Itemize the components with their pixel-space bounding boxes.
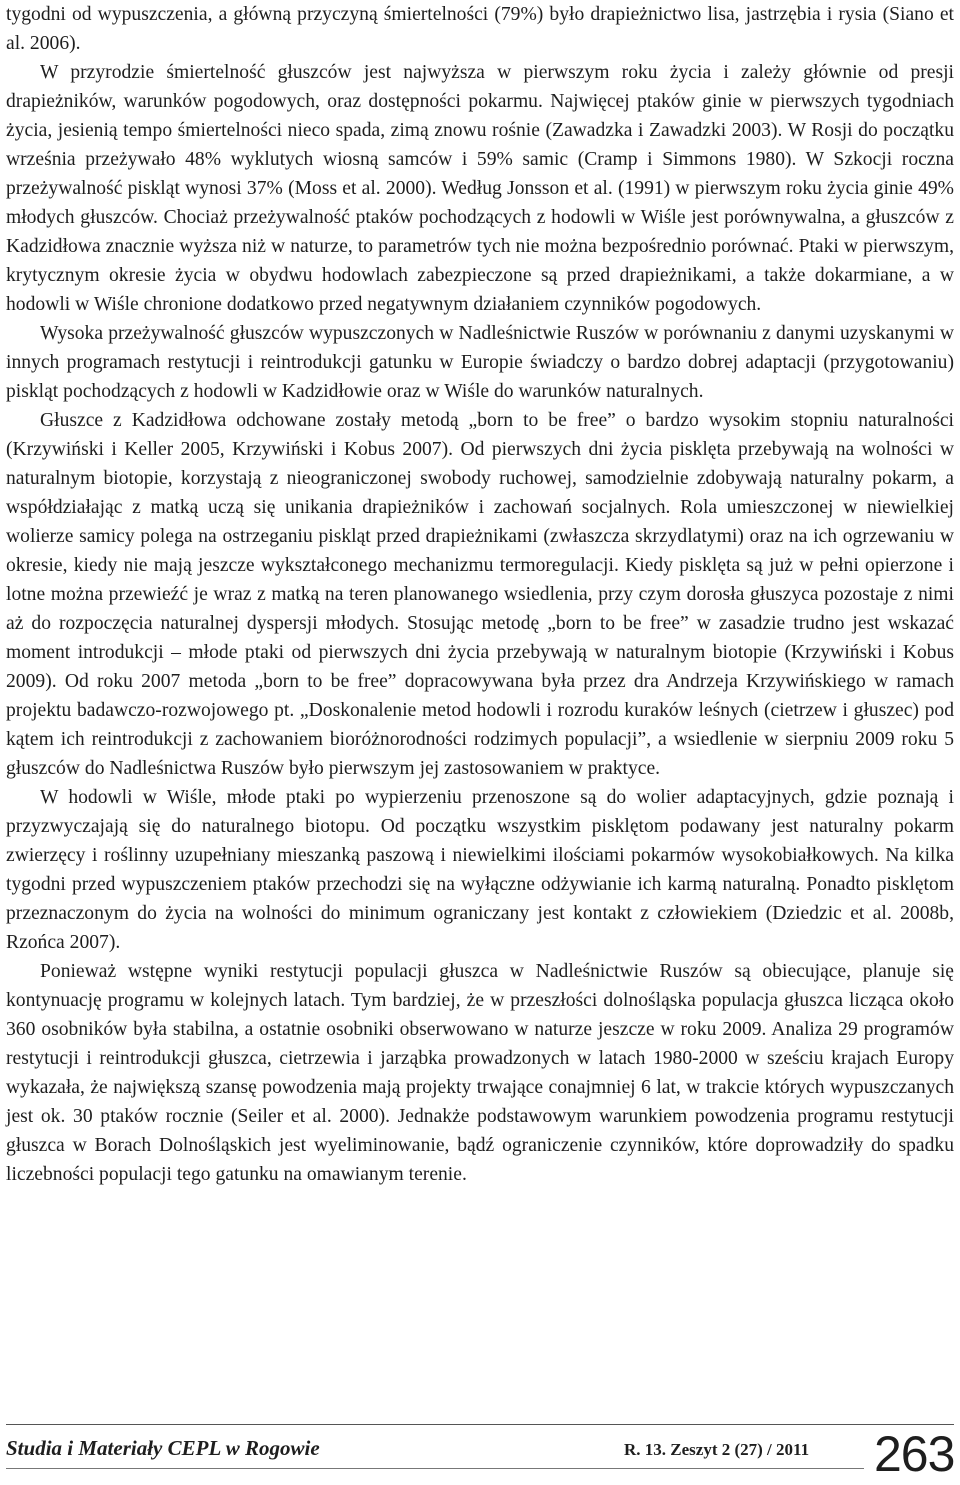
journal-title: Studia i Materiały CEPL w Rogowie	[6, 1436, 320, 1460]
paragraph-mortality: W przyrodzie śmiertelność głuszców jest najwyższa w pierwszym roku życia i zależy głównie od presji drapieżników, warunków pogodowych, oraz dostępności pokarmu. Najwięcej ptaków ginie w pierwszych tygodniach życia, jesienią tempo śmiertelności nieco spada, zimą znowu rośnie (Zawadzka i Zawadzki 2003). W Rosji do początku września przeżywało 48% wyklutych wiosną samców i 59% samic (Cramp i Simmons 1980). W Szkocji roczna przeżywalność piskląt wynosi 37% (Moss et al. 2000). Według Jonsson et al. (1991) w pierwszym roku życia ginie 49% młodych głuszców. Chociaż przeżywalność ptaków pochodzących z hodowli w Wiśle jest porównywalna, a głuszców z Kadzidłowa znacznie wyższa niż w naturze, to parametrów tych nie można bezpośrednio porównać. Ptaki w pierwszym, krytycznym okresie życia w obydwu hodowlach zabezpieczone są przed drapieżnikami, a także dokarmiane, a w hodowli w Wiśle chronione dodatkowo przed negatywnym działaniem czynników pogodowych.	[6, 62, 954, 315]
footer-rule	[6, 1424, 954, 1425]
page-number: 263	[874, 1426, 955, 1482]
paragraph-survival: Wysoka przeżywalność głuszców wypuszczonych w Nadleśnictwie Ruszów w porównaniu z danymi uzyskanymi w innych programach restytucji i reintrodukcji gatunku w Europie świadczy o bardzo dobrej adaptacji (przygotowaniu) piskląt pochodzących z hodowli w Kadzidłowie oraz w Wiśle do warunków naturalnych.	[6, 323, 954, 402]
article-body	[6, 0, 954, 1189]
paragraph-born-to-be-free: Głuszce z Kadzidłowa odchowane zostały metodą „born to be free” o bardzo wysokim stopniu naturalności (Krzywiński i Keller 2005, Krzywiński i Kobus 2007). Od pierwszych dni życia pisklęta przebywają na wolności w naturalnym biotopie, korzystają z nieograniczonej swobody ruchowej, samodzielnie zdobywają naturalny pokarm, a współdziałając z matką uczą się unikania drapieżników i zachowań socjalnych. Rola umieszczonej w niewielkiej wolierze samicy polega na ostrzeganiu piskląt przed drapieżnikami (zwłaszcza skrzydlatymi) oraz na ich ogrzewaniu w okresie, kiedy nie mają jeszcze wykształconego mechanizmu termoregulacji. Kiedy pisklęta są już w pełni opierzone i lotne można przewieźć je wraz z matką na teren planowanego wsiedlenia, przy czym dorosła głuszyca pozostaje z nimi aż do rozpoczęcia naturalnej dyspersji młodych. Stosując metodę „born to be free” w zasadzie trudno jest wskazać moment introdukcji – młode ptaki od pierwszych dni życia przebywają w naturalnym biotopie (Krzywiński i Kobus 2009). Od roku 2007 metoda „born to be free” dopracowywana była przez dra Andrzeja Krzywińskiego w ramach projektu badawczo-rozwojowego pt. „Doskonalenie metod hodowli i rozrodu kuraków leśnych (cietrzew i głuszec) pod kątem ich reintrodukcji z zachowaniem bioróżnorodności rodzimych populacji”, a wsiedlenie w sierpniu 2009 roku 5 głuszców do Nadleśnictwa Ruszów było pierwszym jej zastosowaniem w praktyce.	[6, 410, 954, 779]
paragraph-wisla-breeding: W hodowli w Wiśle, młode ptaki po wypierzeniu przenoszone są do wolier adaptacyjnych, gdzie poznają i przyzwyczajają się do naturalnego biotopu. Od początku wszystkim pisklętom podawany jest naturalny pokarm zwierzęcy i roślinny uzupełniany mieszanką paszową i niewielkimi ilościami pokarmów wysokobiałkowych. Na kilka tygodni przed wypuszczeniem ptaków przechodzi się na wyłączne odżywianie ich karmą naturalną. Ponadto pisklętom przeznaczonym do życia na wolności do minimum ograniczany jest kontakt z człowiekiem (Dziedzic et al. 2008b, Rzońca 2007).	[6, 787, 954, 953]
footer-underline	[6, 1468, 864, 1469]
paragraph-conclusions: Ponieważ wstępne wyniki restytucji populacji głuszca w Nadleśnictwie Ruszów są obiecujące, planuje się kontynuację programu w kolejnych latach. Tym bardziej, że w przeszłości dolnośląska populacja głuszca licząca około 360 osobników była stabilna, a ostatnie osobniki obserwowano w naturze jeszcze w roku 2009. Analiza 29 programów restytucji i reintrodukcji głuszca, cietrzewia i jarząbka prowadzonych w latach 1980-2000 w sześciu krajach Europy wykazała, że największą szansę powodzenia mają projekty trwające conajmniej 6 lat, w trakcie których wypuszczanych jest ok. 30 ptaków rocznie (Seiler et al. 2000). Jednakże podstawowym warunkiem powodzenia programu restytucji głuszca w Borach Dolnośląskich jest wyeliminowanie, bądź ograniczenie czynników, które doprowadziły do spadku liczebności populacji tego gatunku na omawianym terenie.	[6, 961, 954, 1185]
paragraph-continued: tygodni od wypuszczenia, a główną przyczyną śmiertelności (79%) było drapieżnictwo lisa, jastrzębia i rysia (Siano et al. 2006).	[6, 4, 954, 54]
issue-info: R. 13. Zeszyt 2 (27) / 2011	[624, 1440, 810, 1459]
